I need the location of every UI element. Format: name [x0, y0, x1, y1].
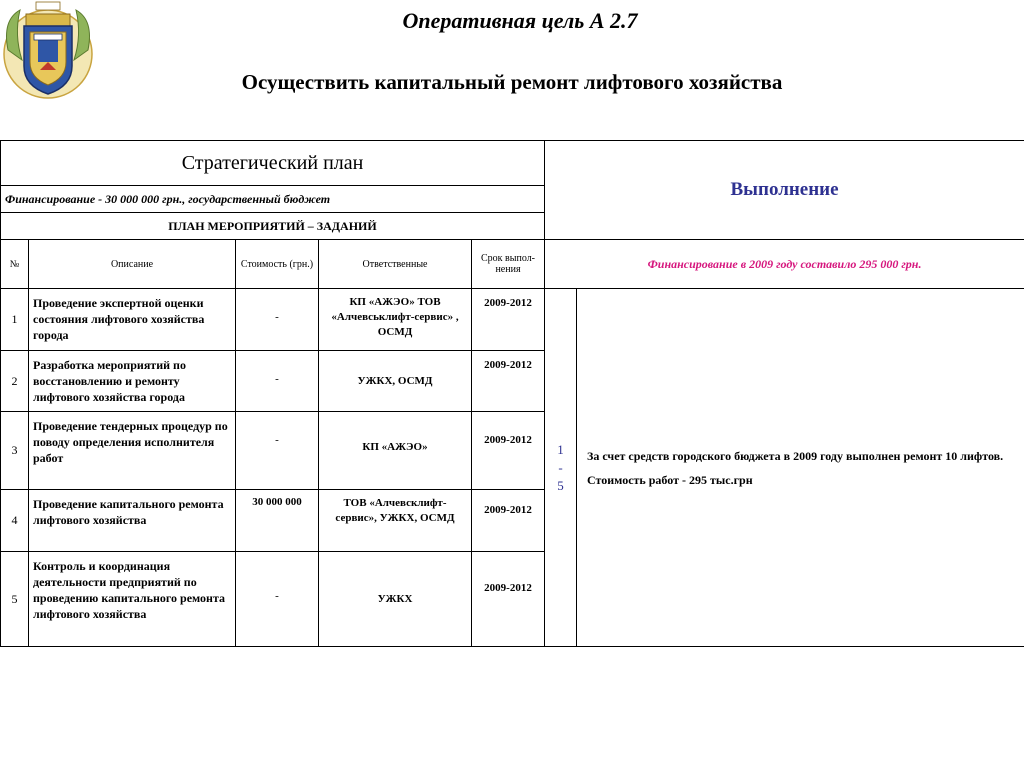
row-cost: - [236, 289, 319, 351]
row-responsible: УЖКХ, ОСМД [319, 351, 472, 412]
table-row [1, 289, 1024, 351]
row-term: 2009-2012 [472, 490, 545, 552]
row-number: 4 [1, 490, 29, 552]
row-description: Разработка мероприятий по восстановлению и ремонту лифтового хозяйства города [29, 351, 236, 412]
row-responsible: УЖКХ [319, 552, 472, 647]
column-header-term: Срок выпол-нения [472, 240, 545, 289]
execution-header: Выполнение [545, 141, 1024, 240]
row-responsible: КП «АЖЭО» ТОВ «Алчевськлифт-сервис» , ОСМД [319, 289, 472, 351]
row-number: 1 [1, 289, 29, 351]
task-range-dash: - [558, 459, 563, 475]
execution-result: За счет средств городского бюджета в 2009 году выполнен ремонт 10 лифтов. Стоимость работ - 295 тыс.грн [577, 289, 1024, 647]
row-cost: - [236, 412, 319, 490]
row-cost: - [236, 552, 319, 647]
row-number: 2 [1, 351, 29, 412]
row-term: 2009-2012 [472, 412, 545, 490]
row-description: Проведение тендерных процедур по поводу определения исполнителя работ [29, 412, 236, 490]
plan-title: ПЛАН МЕРОПРИЯТИЙ – ЗАДАНИЙ [1, 213, 545, 240]
city-coat-of-arms-logo [0, 0, 96, 102]
task-range-from: 1 [557, 441, 564, 457]
column-header-num: № [1, 240, 29, 289]
row-responsible: КП «АЖЭО» [319, 412, 472, 490]
strategic-plan-table [0, 140, 1024, 647]
task-range-to: 5 [557, 477, 564, 493]
row-cost: - [236, 351, 319, 412]
column-header-responsible: Ответственные [319, 240, 472, 289]
row-cost: 30 000 000 [236, 490, 319, 552]
row-number: 5 [1, 552, 29, 647]
financing-info: Финансирование - 30 000 000 грн., государственный бюджет [1, 186, 545, 213]
row-term: 2009-2012 [472, 289, 545, 351]
column-header-description: Описание [29, 240, 236, 289]
row-number: 3 [1, 412, 29, 490]
row-description: Контроль и координация деятельности предприятий по проведению капитального ремонта лифтового хозяйства [29, 552, 236, 647]
task-range [545, 289, 577, 647]
row-term: 2009-2012 [472, 351, 545, 412]
row-term: 2009-2012 [472, 552, 545, 647]
page-subtitle: Осуществить капитальный ремонт лифтового хозяйства [241, 70, 783, 94]
row-description: Проведение экспертной оценки состояния лифтового хозяйства города [29, 289, 236, 351]
row-description: Проведение капитального ремонта лифтового хозяйства [29, 490, 236, 552]
financing-2009-note: Финансирование в 2009 году составило 295 000 грн. [545, 240, 1024, 289]
strategic-plan-header: Стратегический план [1, 141, 545, 186]
operational-goal-title: Оперативная цель А 2.7 [402, 8, 638, 33]
row-responsible: ТОВ «Алчевсклифт-сервис», УЖКХ, ОСМД [319, 490, 472, 552]
column-header-cost: Стоимость (грн.) [236, 240, 319, 289]
